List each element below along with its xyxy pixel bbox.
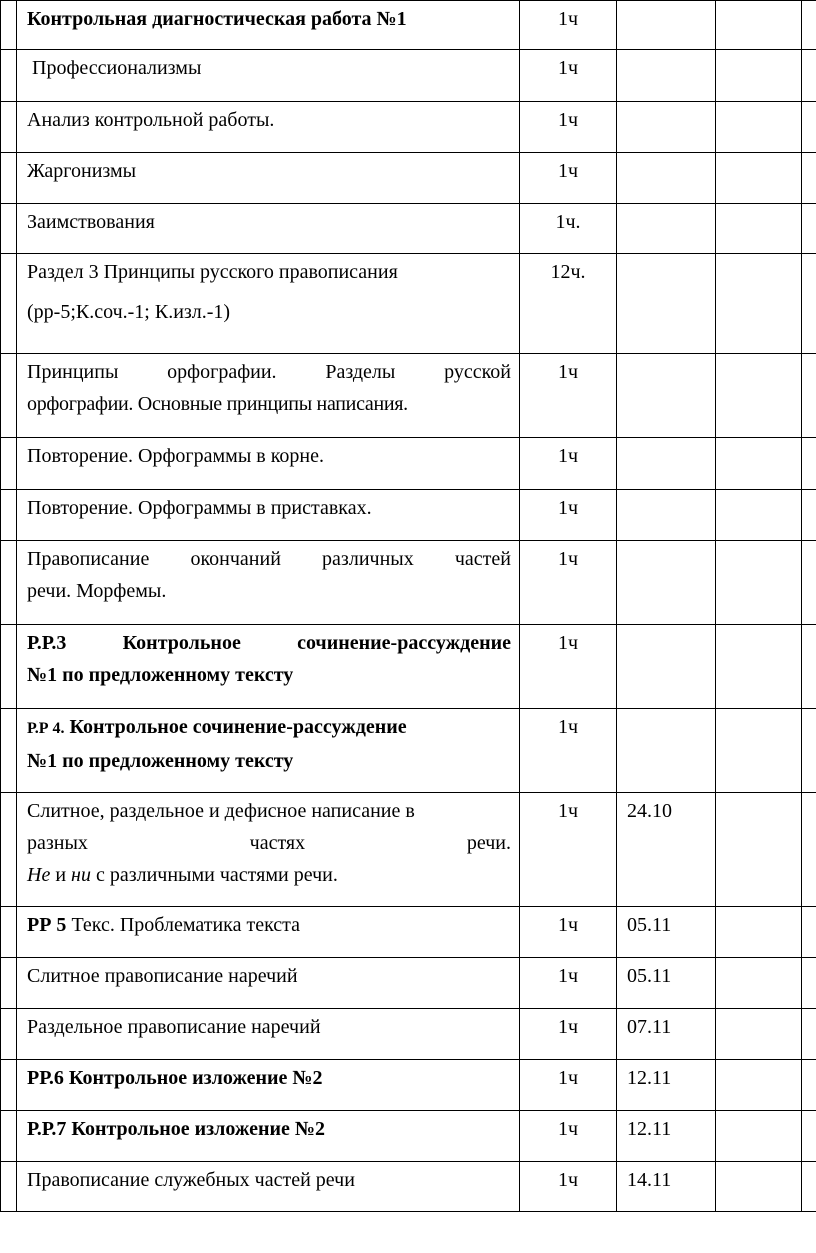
empty-cell [802,1111,816,1162]
topic-cell: Повторение. Орфограммы в приставках. [17,490,520,541]
topic-line: Раздел 3 Принципы русского правописания [27,261,398,283]
topic-cell [17,907,520,958]
empty-cell [716,438,802,490]
margin-cell [1,1111,17,1162]
hours-cell: 1ч. [520,204,617,254]
hours-cell: 1ч [520,102,617,153]
empty-cell [716,204,802,254]
hours-cell: 1ч [520,50,617,102]
date-cell [617,709,716,793]
hours-cell: 1ч [520,907,617,958]
empty-cell [802,153,816,204]
table-row [1,958,816,1009]
margin-cell [1,1,17,50]
table-row [1,1162,816,1212]
margin-cell [1,438,17,490]
topic-line [27,711,511,745]
margin-cell [1,907,17,958]
hours-cell: 1ч [520,1,617,50]
topic-cell: Р.Р.7 Контрольное изложение №2 [17,1111,520,1162]
empty-cell [716,102,802,153]
table-row [1,50,816,102]
empty-cell [802,958,816,1009]
table-row [1,354,816,438]
topic-line: Принципы орфографии. Разделы русской [27,361,511,383]
margin-cell [1,541,17,625]
topic-line [27,859,511,891]
topic-cell: Повторение. Орфограммы в корне. [17,438,520,490]
topic-line: речи. Морфемы. [27,580,167,602]
empty-cell [716,625,802,709]
empty-cell [802,1,816,50]
table-row [1,153,816,204]
topic-prefix: Р.Р 4. [27,720,65,737]
empty-cell [802,541,816,625]
date-cell [617,438,716,490]
empty-cell [802,354,816,438]
empty-cell [802,1060,816,1111]
date-cell: 07.11 [617,1009,716,1060]
date-cell: 24.10 [617,793,716,907]
topic-cell: Профессионализмы [17,50,520,102]
date-cell [617,153,716,204]
margin-cell [1,153,17,204]
margin-cell [1,50,17,102]
empty-cell [716,490,802,541]
topic-line: №1 по предложенному тексту [27,664,294,686]
empty-cell [716,793,802,907]
margin-cell [1,709,17,793]
table-row [1,541,816,625]
topic-line: №1 по предложенному тексту [27,750,294,772]
empty-cell [802,793,816,907]
hours-cell: 1ч [520,438,617,490]
empty-cell [802,204,816,254]
empty-cell [802,490,816,541]
topic-cell [17,354,520,438]
date-cell: 05.11 [617,907,716,958]
empty-cell [716,50,802,102]
table-row [1,204,816,254]
topic-cell: Заимствования [17,204,520,254]
date-cell [617,50,716,102]
topic-cell [17,254,520,354]
margin-cell [1,102,17,153]
date-cell [617,490,716,541]
table-row [1,625,816,709]
topic-cell: РР.6 Контрольное изложение №2 [17,1060,520,1111]
empty-cell [716,958,802,1009]
empty-cell [802,102,816,153]
topic-cell [17,709,520,793]
empty-cell [802,907,816,958]
date-cell [617,354,716,438]
hours-cell: 1ч [520,354,617,438]
date-cell [617,204,716,254]
date-cell: 12.11 [617,1111,716,1162]
date-cell [617,625,716,709]
topic-cell: Контрольная диагностическая работа №1 [17,1,520,50]
topic-word: и [50,864,72,886]
empty-cell [716,541,802,625]
empty-cell [716,1,802,50]
empty-cell [716,709,802,793]
topic-line: орфографии. Основные принципы написания. [27,393,408,415]
empty-cell [716,254,802,354]
table-row [1,793,816,907]
hours-cell: 1ч [520,958,617,1009]
empty-cell [716,907,802,958]
table-row [1,490,816,541]
topic-line: (рр-5;К.соч.-1; К.изл.-1) [27,301,231,323]
empty-cell [802,709,816,793]
topic-cell: Жаргонизмы [17,153,520,204]
hours-cell: 1ч [520,1111,617,1162]
margin-cell [1,1009,17,1060]
table-row [1,709,816,793]
empty-cell [802,1009,816,1060]
empty-cell [716,1009,802,1060]
table-row [1,1,816,50]
margin-cell [1,490,17,541]
empty-cell [802,625,816,709]
table-row [1,1009,816,1060]
table-row [1,1060,816,1111]
date-cell [617,1,716,50]
topic-prefix: РР 5 [27,914,67,936]
margin-cell [1,793,17,907]
topic-line [27,827,511,859]
table-row [1,254,816,354]
margin-cell [1,354,17,438]
hours-cell: 1ч [520,625,617,709]
empty-cell [716,354,802,438]
topic-text: Контрольное сочинение-рассуждение [64,716,407,738]
topic-line: Слитное, раздельное и дефисное написание в [27,800,415,822]
topic-line: Р.Р.3 Контрольное сочинение-рассуждение [27,632,511,654]
empty-cell [716,153,802,204]
margin-cell [1,958,17,1009]
empty-cell [802,438,816,490]
topic-line: Правописание окончаний различных частей [27,548,511,570]
hours-cell: 1ч [520,153,617,204]
topic-cell [17,793,520,907]
table-row [1,907,816,958]
empty-cell [802,50,816,102]
hours-cell: 1ч [520,793,617,907]
margin-cell [1,204,17,254]
topic-cell [17,541,520,625]
topic-text: Текс. Проблематика текста [66,914,301,936]
topic-word: с различными частями речи. [90,864,338,886]
margin-cell [1,625,17,709]
margin-cell [1,254,17,354]
topic-cell: Слитное правописание наречий [17,958,520,1009]
topic-cell: Раздельное правописание наречий [17,1009,520,1060]
hours-cell: 1ч [520,541,617,625]
table-row [1,102,816,153]
empty-cell [802,1162,816,1212]
table-row [1,1111,816,1162]
hours-cell: 1ч [520,490,617,541]
topic-word: разных [27,832,88,854]
date-cell [617,102,716,153]
topic-cell [17,625,520,709]
hours-cell: 1ч [520,1162,617,1212]
topic-word: Не [27,864,51,886]
topic-word: ни [71,864,91,886]
date-cell: 05.11 [617,958,716,1009]
date-cell [617,254,716,354]
margin-cell [1,1060,17,1111]
empty-cell [802,254,816,354]
empty-cell [716,1111,802,1162]
hours-cell: 1ч [520,709,617,793]
date-cell [617,541,716,625]
hours-cell: 12ч. [520,254,617,354]
date-cell: 12.11 [617,1060,716,1111]
hours-cell: 1ч [520,1060,617,1111]
topic-cell: Правописание служебных частей речи [17,1162,520,1212]
topic-word: частях [249,832,306,854]
topic-word: речи. [466,832,511,854]
date-cell: 14.11 [617,1162,716,1212]
table-row [1,438,816,490]
margin-cell [1,1162,17,1212]
empty-cell [716,1060,802,1111]
hours-cell: 1ч [520,1009,617,1060]
topic-cell: Анализ контрольной работы. [17,102,520,153]
empty-cell [716,1162,802,1212]
